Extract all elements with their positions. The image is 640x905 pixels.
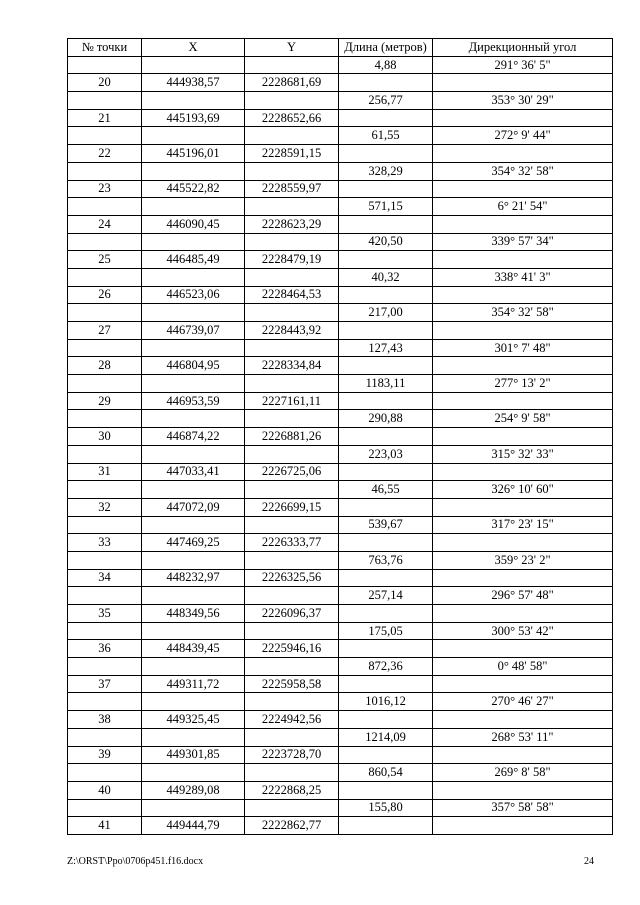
x-cell: 445522,82	[142, 180, 245, 198]
direction-angle-cell: 317° 23' 15"	[433, 516, 613, 534]
table-row	[68, 640, 613, 658]
table-row	[68, 622, 613, 640]
length-cell	[339, 215, 433, 233]
length-cell	[339, 675, 433, 693]
direction-angle-cell	[433, 675, 613, 693]
y-cell: 2223728,70	[245, 746, 339, 764]
direction-angle-cell: 339° 57' 34"	[433, 233, 613, 251]
y-cell: 2226699,15	[245, 498, 339, 516]
table-row	[68, 693, 613, 711]
table-row	[68, 109, 613, 127]
x-cell: 446090,45	[142, 215, 245, 233]
length-cell: 40,32	[339, 268, 433, 286]
y-cell	[245, 410, 339, 428]
header-y: Y	[245, 39, 339, 57]
direction-angle-cell: 296° 57' 48"	[433, 587, 613, 605]
length-cell: 1183,11	[339, 375, 433, 393]
point-number-cell: 29	[68, 392, 142, 410]
y-cell: 2226881,26	[245, 428, 339, 446]
length-cell: 46,55	[339, 481, 433, 499]
table-row	[68, 392, 613, 410]
point-number-cell: 40	[68, 781, 142, 799]
point-number-cell: 37	[68, 675, 142, 693]
direction-angle-cell: 268° 53' 11"	[433, 728, 613, 746]
footer-page-number: 24	[584, 856, 594, 867]
table-row	[68, 162, 613, 180]
direction-angle-cell	[433, 498, 613, 516]
x-cell	[142, 410, 245, 428]
y-cell: 2228559,97	[245, 180, 339, 198]
y-cell	[245, 162, 339, 180]
table-row	[68, 569, 613, 587]
table-row	[68, 551, 613, 569]
length-cell: 223,03	[339, 445, 433, 463]
length-cell: 155,80	[339, 799, 433, 817]
direction-angle-cell: 354° 32' 58"	[433, 304, 613, 322]
x-cell	[142, 587, 245, 605]
y-cell	[245, 339, 339, 357]
x-cell	[142, 198, 245, 216]
x-cell: 449444,79	[142, 817, 245, 835]
point-number-cell: 22	[68, 145, 142, 163]
y-cell: 2225946,16	[245, 640, 339, 658]
x-cell	[142, 127, 245, 145]
length-cell	[339, 109, 433, 127]
table-row	[68, 481, 613, 499]
y-cell	[245, 622, 339, 640]
y-cell: 2224942,56	[245, 711, 339, 729]
table-row	[68, 410, 613, 428]
table-row	[68, 799, 613, 817]
direction-angle-cell	[433, 463, 613, 481]
x-cell: 447033,41	[142, 463, 245, 481]
point-number-cell: 32	[68, 498, 142, 516]
y-cell	[245, 233, 339, 251]
length-cell: 257,14	[339, 587, 433, 605]
direction-angle-cell: 301° 7' 48"	[433, 339, 613, 357]
y-cell	[245, 516, 339, 534]
y-cell: 2226096,37	[245, 605, 339, 623]
table-row	[68, 534, 613, 552]
direction-angle-cell	[433, 711, 613, 729]
x-cell	[142, 162, 245, 180]
header-x: X	[142, 39, 245, 57]
length-cell	[339, 640, 433, 658]
length-cell	[339, 74, 433, 92]
point-number-cell	[68, 764, 142, 782]
table-row	[68, 286, 613, 304]
length-cell	[339, 746, 433, 764]
table-row	[68, 251, 613, 269]
point-number-cell: 26	[68, 286, 142, 304]
length-cell	[339, 392, 433, 410]
x-cell	[142, 268, 245, 286]
point-number-cell	[68, 56, 142, 74]
direction-angle-cell	[433, 781, 613, 799]
length-cell: 290,88	[339, 410, 433, 428]
x-cell	[142, 551, 245, 569]
point-number-cell	[68, 481, 142, 499]
x-cell: 447469,25	[142, 534, 245, 552]
length-cell	[339, 251, 433, 269]
point-number-cell	[68, 622, 142, 640]
table-row	[68, 746, 613, 764]
table-row	[68, 127, 613, 145]
y-cell: 2227161,11	[245, 392, 339, 410]
y-cell	[245, 375, 339, 393]
x-cell	[142, 658, 245, 676]
point-number-cell	[68, 693, 142, 711]
x-cell: 444938,57	[142, 74, 245, 92]
direction-angle-cell	[433, 215, 613, 233]
table-row	[68, 145, 613, 163]
direction-angle-cell	[433, 74, 613, 92]
length-cell	[339, 569, 433, 587]
point-number-cell: 25	[68, 251, 142, 269]
x-cell: 445196,01	[142, 145, 245, 163]
x-cell	[142, 728, 245, 746]
footer-file-path: Z:\ORST\Ppo\0706p451.f16.docx	[67, 856, 204, 867]
direction-angle-cell: 269° 8' 58"	[433, 764, 613, 782]
table-row	[68, 498, 613, 516]
length-cell: 571,15	[339, 198, 433, 216]
direction-angle-cell: 300° 53' 42"	[433, 622, 613, 640]
y-cell	[245, 92, 339, 110]
point-number-cell	[68, 92, 142, 110]
length-cell	[339, 322, 433, 340]
length-cell	[339, 145, 433, 163]
length-cell	[339, 286, 433, 304]
point-number-cell: 30	[68, 428, 142, 446]
y-cell: 2222868,25	[245, 781, 339, 799]
y-cell: 2228623,29	[245, 215, 339, 233]
point-number-cell: 35	[68, 605, 142, 623]
x-cell: 446739,07	[142, 322, 245, 340]
point-number-cell	[68, 127, 142, 145]
coordinates-table	[67, 38, 613, 835]
length-cell: 61,55	[339, 127, 433, 145]
table-row	[68, 180, 613, 198]
direction-angle-cell: 359° 23' 2"	[433, 551, 613, 569]
table-row	[68, 322, 613, 340]
y-cell	[245, 764, 339, 782]
table-row	[68, 56, 613, 74]
table-row	[68, 233, 613, 251]
table-row	[68, 304, 613, 322]
y-cell	[245, 799, 339, 817]
direction-angle-cell: 353° 30' 29"	[433, 92, 613, 110]
y-cell	[245, 658, 339, 676]
x-cell	[142, 764, 245, 782]
length-cell	[339, 781, 433, 799]
point-number-cell: 24	[68, 215, 142, 233]
x-cell: 447072,09	[142, 498, 245, 516]
table-row	[68, 675, 613, 693]
header-direction-angle: Дирекционный угол	[433, 39, 613, 57]
x-cell	[142, 92, 245, 110]
direction-angle-cell: 277° 13' 2"	[433, 375, 613, 393]
point-number-cell	[68, 445, 142, 463]
point-number-cell	[68, 268, 142, 286]
direction-angle-cell	[433, 569, 613, 587]
x-cell	[142, 799, 245, 817]
x-cell	[142, 445, 245, 463]
point-number-cell: 33	[68, 534, 142, 552]
length-cell: 1214,09	[339, 728, 433, 746]
length-cell: 256,77	[339, 92, 433, 110]
y-cell	[245, 445, 339, 463]
direction-angle-cell	[433, 640, 613, 658]
x-cell	[142, 693, 245, 711]
length-cell: 539,67	[339, 516, 433, 534]
length-cell	[339, 711, 433, 729]
x-cell	[142, 516, 245, 534]
point-number-cell	[68, 516, 142, 534]
y-cell: 2226333,77	[245, 534, 339, 552]
y-cell	[245, 56, 339, 74]
y-cell	[245, 268, 339, 286]
y-cell	[245, 551, 339, 569]
y-cell: 2222862,77	[245, 817, 339, 835]
point-number-cell: 36	[68, 640, 142, 658]
table-row	[68, 658, 613, 676]
point-number-cell: 41	[68, 817, 142, 835]
table-row	[68, 463, 613, 481]
length-cell	[339, 180, 433, 198]
point-number-cell: 31	[68, 463, 142, 481]
direction-angle-cell: 354° 32' 58"	[433, 162, 613, 180]
length-cell: 860,54	[339, 764, 433, 782]
direction-angle-cell: 270° 46' 27"	[433, 693, 613, 711]
point-number-cell	[68, 198, 142, 216]
x-cell: 449289,08	[142, 781, 245, 799]
table-row	[68, 215, 613, 233]
direction-angle-cell	[433, 428, 613, 446]
point-number-cell	[68, 551, 142, 569]
point-number-cell: 23	[68, 180, 142, 198]
table-row	[68, 711, 613, 729]
y-cell: 2228479,19	[245, 251, 339, 269]
direction-angle-cell: 315° 32' 33"	[433, 445, 613, 463]
point-number-cell	[68, 233, 142, 251]
table-row	[68, 445, 613, 463]
point-number-cell	[68, 587, 142, 605]
y-cell: 2226725,06	[245, 463, 339, 481]
table-row	[68, 587, 613, 605]
y-cell: 2228652,66	[245, 109, 339, 127]
point-number-cell: 27	[68, 322, 142, 340]
length-cell	[339, 463, 433, 481]
length-cell	[339, 605, 433, 623]
x-cell: 446485,49	[142, 251, 245, 269]
x-cell: 446874,22	[142, 428, 245, 446]
y-cell: 2228334,84	[245, 357, 339, 375]
length-cell: 1016,12	[339, 693, 433, 711]
x-cell	[142, 481, 245, 499]
length-cell: 328,29	[339, 162, 433, 180]
x-cell	[142, 56, 245, 74]
point-number-cell	[68, 375, 142, 393]
point-number-cell	[68, 728, 142, 746]
length-cell: 872,36	[339, 658, 433, 676]
point-number-cell: 34	[68, 569, 142, 587]
table-row	[68, 516, 613, 534]
point-number-cell	[68, 304, 142, 322]
y-cell	[245, 198, 339, 216]
direction-angle-cell: 6° 21' 54"	[433, 198, 613, 216]
point-number-cell	[68, 799, 142, 817]
x-cell: 448439,45	[142, 640, 245, 658]
length-cell	[339, 534, 433, 552]
y-cell	[245, 693, 339, 711]
direction-angle-cell	[433, 746, 613, 764]
table-body	[68, 56, 613, 834]
table-row	[68, 764, 613, 782]
y-cell	[245, 728, 339, 746]
direction-angle-cell	[433, 534, 613, 552]
y-cell	[245, 481, 339, 499]
point-number-cell: 20	[68, 74, 142, 92]
y-cell: 2228681,69	[245, 74, 339, 92]
direction-angle-cell	[433, 286, 613, 304]
point-number-cell: 39	[68, 746, 142, 764]
table-row	[68, 728, 613, 746]
table-row	[68, 781, 613, 799]
length-cell: 4,88	[339, 56, 433, 74]
length-cell	[339, 428, 433, 446]
direction-angle-cell: 338° 41' 3"	[433, 268, 613, 286]
point-number-cell	[68, 162, 142, 180]
x-cell: 449325,45	[142, 711, 245, 729]
x-cell: 449311,72	[142, 675, 245, 693]
direction-angle-cell	[433, 145, 613, 163]
table-row	[68, 428, 613, 446]
length-cell: 217,00	[339, 304, 433, 322]
table-row	[68, 198, 613, 216]
x-cell	[142, 622, 245, 640]
point-number-cell: 21	[68, 109, 142, 127]
direction-angle-cell	[433, 322, 613, 340]
length-cell: 763,76	[339, 551, 433, 569]
x-cell	[142, 233, 245, 251]
x-cell: 446804,95	[142, 357, 245, 375]
direction-angle-cell	[433, 357, 613, 375]
table-row	[68, 74, 613, 92]
y-cell: 2228443,92	[245, 322, 339, 340]
x-cell	[142, 339, 245, 357]
direction-angle-cell	[433, 251, 613, 269]
direction-angle-cell: 272° 9' 44"	[433, 127, 613, 145]
length-cell: 175,05	[339, 622, 433, 640]
table-row	[68, 605, 613, 623]
table-row	[68, 339, 613, 357]
direction-angle-cell	[433, 392, 613, 410]
length-cell	[339, 817, 433, 835]
point-number-cell	[68, 339, 142, 357]
direction-angle-cell	[433, 109, 613, 127]
y-cell	[245, 127, 339, 145]
length-cell: 420,50	[339, 233, 433, 251]
point-number-cell	[68, 658, 142, 676]
direction-angle-cell: 291° 36' 5"	[433, 56, 613, 74]
y-cell: 2228591,15	[245, 145, 339, 163]
y-cell: 2228464,53	[245, 286, 339, 304]
table-row	[68, 375, 613, 393]
point-number-cell	[68, 410, 142, 428]
y-cell	[245, 587, 339, 605]
table-row	[68, 268, 613, 286]
x-cell: 449301,85	[142, 746, 245, 764]
direction-angle-cell: 254° 9' 58"	[433, 410, 613, 428]
table-row	[68, 357, 613, 375]
header-length: Длина (метров)	[339, 39, 433, 57]
length-cell: 127,43	[339, 339, 433, 357]
direction-angle-cell	[433, 180, 613, 198]
y-cell	[245, 304, 339, 322]
x-cell: 445193,69	[142, 109, 245, 127]
table-row	[68, 817, 613, 835]
x-cell: 446953,59	[142, 392, 245, 410]
x-cell: 448349,56	[142, 605, 245, 623]
direction-angle-cell: 326° 10' 60"	[433, 481, 613, 499]
x-cell: 448232,97	[142, 569, 245, 587]
point-number-cell: 38	[68, 711, 142, 729]
direction-angle-cell: 0° 48' 58"	[433, 658, 613, 676]
direction-angle-cell	[433, 605, 613, 623]
x-cell	[142, 375, 245, 393]
table-header-row	[68, 39, 613, 57]
length-cell	[339, 357, 433, 375]
point-number-cell: 28	[68, 357, 142, 375]
direction-angle-cell: 357° 58' 58"	[433, 799, 613, 817]
y-cell: 2226325,56	[245, 569, 339, 587]
header-point-number: № точки	[68, 39, 142, 57]
length-cell	[339, 498, 433, 516]
direction-angle-cell	[433, 817, 613, 835]
table-row	[68, 92, 613, 110]
x-cell: 446523,06	[142, 286, 245, 304]
y-cell: 2225958,58	[245, 675, 339, 693]
x-cell	[142, 304, 245, 322]
